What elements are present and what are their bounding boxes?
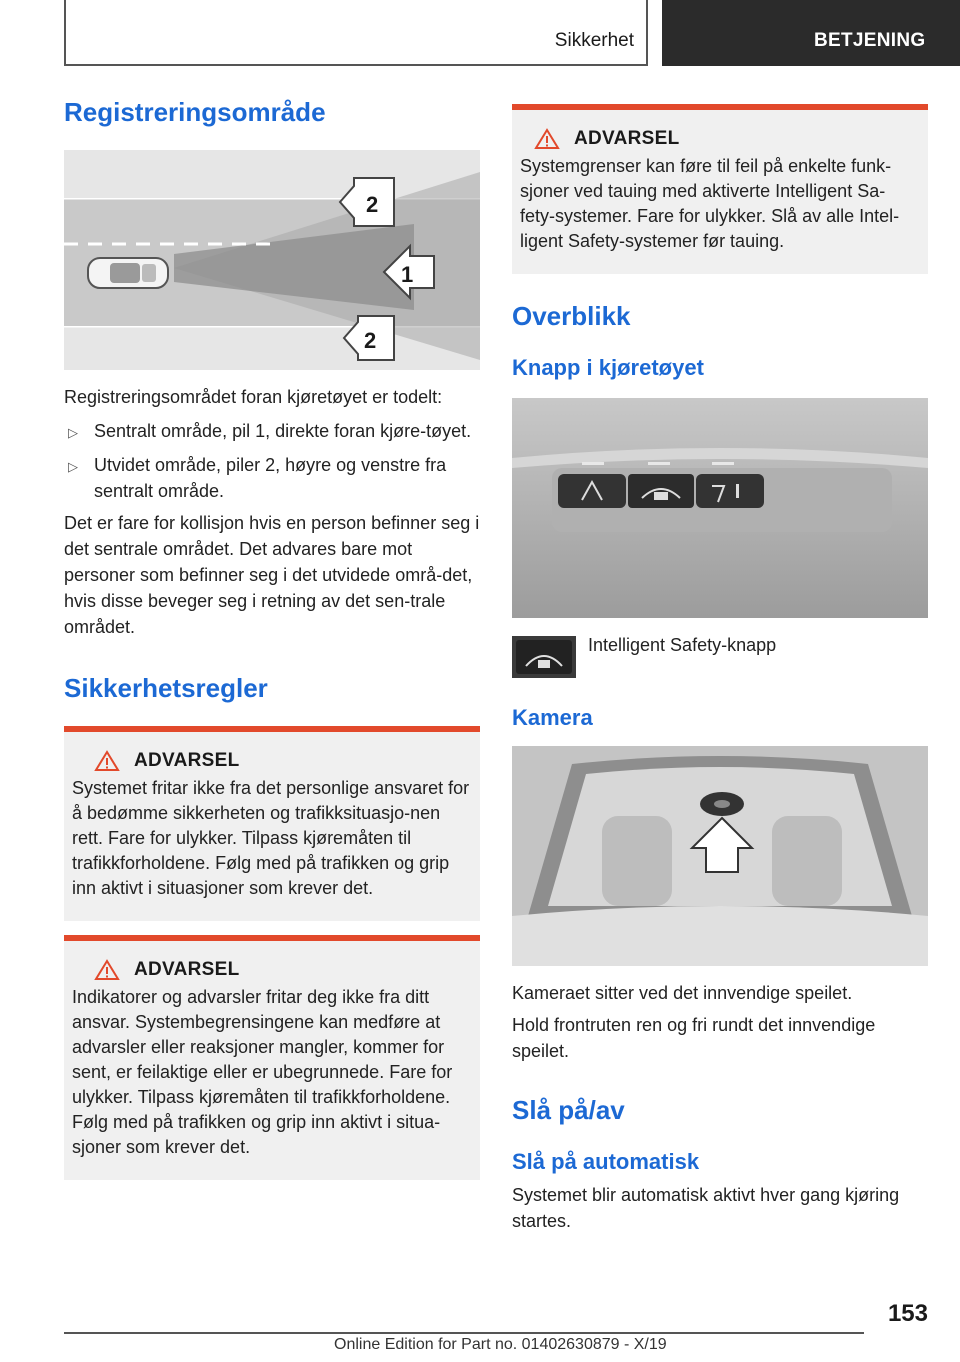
header-rule-bottom — [64, 64, 648, 66]
warning-header — [94, 959, 472, 981]
intelligent-safety-button-icon — [628, 474, 694, 508]
right-column — [512, 104, 928, 1234]
footer-rule — [64, 1332, 864, 1334]
warning-header — [94, 750, 472, 772]
button-caption: Intelligent Safety-knapp — [588, 635, 777, 655]
warning-title: ADVARSEL — [574, 128, 680, 149]
bullet-text: Sentralt område, pil 1, direkte foran kjøre-tøyet. — [94, 421, 472, 441]
header-rule-left — [64, 0, 66, 66]
header-section-title: Sikkerhet — [554, 30, 634, 51]
warning-text: Systemgrenser kan føre til feil på enkelte funk-sjoner ved tauing med aktiverte Intelligent Sa-fety-systemer. Fare for ulykker. Slå av alle Intel-ligent Safety-systemer før tauing. — [520, 156, 900, 251]
right-button-icon — [696, 474, 764, 508]
left-column — [64, 96, 480, 1180]
auto-on-paragraph: Systemet blir automatisk aktivt hver gang kjøring startes. — [512, 1185, 900, 1231]
warning-triangle-icon — [94, 750, 120, 772]
bullet-item — [64, 418, 480, 444]
warning-text: Systemet fritar ikke fra det personlige ansvaret for å bedømme sikkerheten og trafikksituasjo-nen rett. Fare for ulykker. Tilpass kjøremåten til trafikkforholdene. Følg med på trafikken og grip inn aktivt i situasjoner som krever det. — [72, 778, 470, 898]
footer-edition: Online Edition for Part no. 01402630879 - X/19 — [334, 1336, 667, 1353]
heading-registration-area: Registreringsområde — [64, 97, 326, 127]
camera-lens-icon — [700, 792, 744, 816]
warning-box — [512, 104, 928, 274]
camera-photo — [512, 746, 928, 966]
registration-intro: Registreringsområdet foran kjøretøyet er todelt: — [64, 387, 443, 407]
button-caption-row — [512, 636, 928, 678]
camera-interior-image — [512, 746, 928, 966]
intelligent-safety-icon — [512, 636, 576, 678]
car-icon — [88, 258, 168, 288]
warning-triangle-icon — [534, 128, 560, 150]
registration-area-illustration — [64, 150, 480, 370]
warning-title: ADVARSEL — [134, 750, 240, 771]
intelligent-safety-button-thumbnail — [512, 636, 576, 678]
warning-box — [64, 726, 480, 921]
heading-button-in-vehicle: Knapp i kjøretøyet — [512, 355, 704, 380]
header-chapter-tab — [662, 0, 960, 66]
heading-overview: Overblikk — [512, 301, 631, 331]
triangle-bullet-icon: ▷ — [68, 425, 78, 440]
warning-header — [534, 128, 920, 150]
heading-auto-on: Slå på automatisk — [512, 1149, 700, 1174]
camera-paragraph-1: Kameraet sitter ved det innvendige speilet. — [512, 983, 853, 1003]
warning-text: Indikatorer og advarsler fritar deg ikke fra ditt ansvar. Systembegrensingene kan medføre at advarsler eller reaksjoner mangler, kommer for sent, er feilaktige eller er ubegrunnede. Fare for ulykker. Tilpass kjøremåten til trafikkforholdene. Følg med på trafikken og grip inn aktivt i situa-sjoner som krever det. — [72, 987, 453, 1157]
heading-switch-on-off: Slå på/av — [512, 1095, 625, 1125]
registration-area-diagram — [64, 150, 480, 370]
warning-title: ADVARSEL — [134, 959, 240, 980]
collision-paragraph: Det er fare for kollisjon hvis en person befinner seg i det sentrale området. Det advares bare mot personer som befinner seg i det utvidede områ-det, hvis disse beveger seg i retning av det sen-trale området. — [64, 513, 480, 637]
button-panel-photo — [512, 398, 928, 618]
header-divider — [646, 0, 648, 66]
heading-safety-rules: Sikkerhetsregler — [64, 673, 268, 703]
arrow-label-1: 1 — [401, 262, 414, 287]
triangle-bullet-icon: ▷ — [68, 459, 78, 474]
arrow-label-2-bottom: 2 — [364, 328, 377, 353]
left-button-icon — [558, 474, 626, 508]
heading-camera: Kamera — [512, 705, 593, 730]
camera-paragraph-2: Hold frontruten ren og fri rundt det innvendige speilet. — [512, 1015, 876, 1061]
bullet-text: Utvidet område, piler 2, høyre og venstre fra sentralt område. — [94, 455, 447, 501]
page-number: 153 — [887, 1300, 928, 1327]
warning-triangle-icon — [94, 959, 120, 981]
bullet-item — [64, 452, 480, 504]
button-panel-image — [512, 398, 928, 618]
arrow-label-2-top: 2 — [366, 192, 379, 217]
warning-box — [64, 935, 480, 1180]
header-chapter-label: BETJENING — [814, 30, 926, 51]
